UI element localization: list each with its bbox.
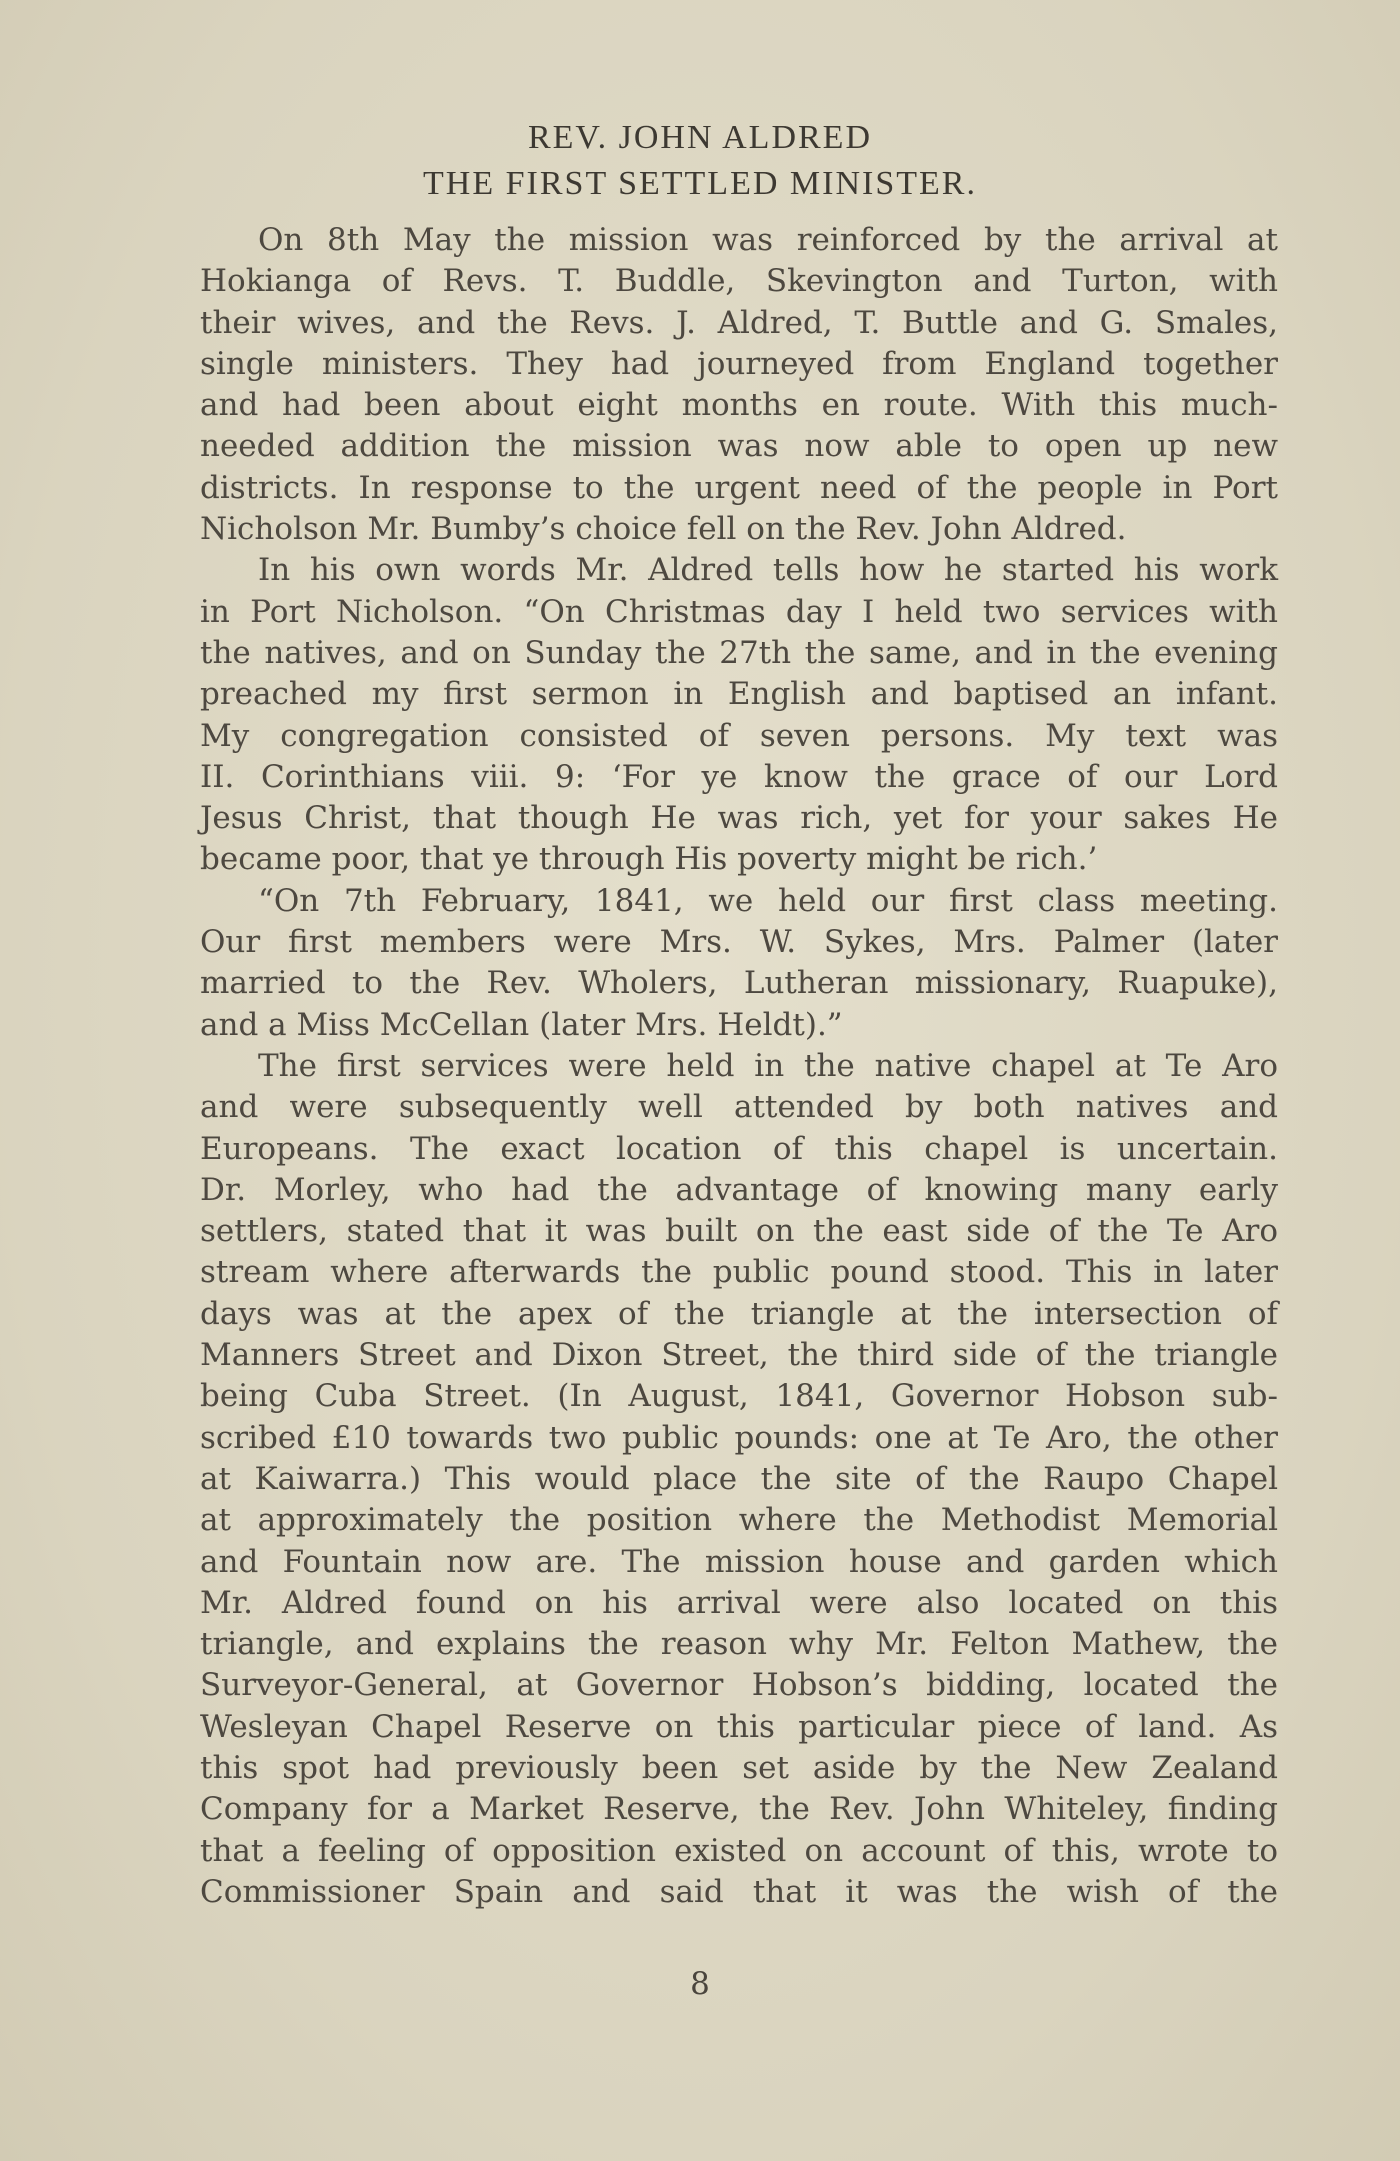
- text-line: this spot had previously been set aside by the New Zealand: [200, 1749, 1278, 1786]
- page-title: REV. JOHN ALDRED: [527, 119, 872, 156]
- text-line: became poor, that ye through His poverty might be rich.’: [200, 841, 1098, 878]
- text-line: districts. In response to the urgent need of the people in Port: [200, 469, 1278, 506]
- paragraph-1: [200, 220, 1278, 550]
- text-line: Jesus Christ, that though He was rich, yet for your sakes He: [200, 800, 1278, 837]
- paragraph-3: [200, 881, 1278, 1046]
- text-line: stream where afterwards the public pound stood. This in later: [200, 1254, 1278, 1291]
- text-line: Company for a Market Reserve, the Rev. John Whiteley, finding: [200, 1791, 1278, 1828]
- text-line: and had been about eight months en route. With this much-: [200, 387, 1278, 424]
- text-line: My congregation consisted of seven persons. My text was: [200, 717, 1278, 754]
- text-line: II. Corinthians viii. 9: ‘For ye know the grace of our Lord: [200, 758, 1278, 795]
- text-line: Nicholson Mr. Bumby’s choice fell on the Rev. John Aldred.: [200, 511, 1127, 548]
- page-number: 8: [690, 1966, 710, 2002]
- text-line: Commissioner Spain and said that it was the wish of the: [200, 1873, 1278, 1910]
- text-line: “On 7th February, 1841, we held our first class meeting.: [258, 882, 1278, 919]
- text-line: at Kaiwarra.) This would place the site of the Raupo Chapel: [200, 1460, 1278, 1497]
- paragraph-2: [200, 550, 1278, 880]
- text-line: married to the Rev. Wholers, Lutheran missionary, Ruapuke),: [200, 965, 1278, 1002]
- text-line: being Cuba Street. (In August, 1841, Governor Hobson sub-: [200, 1378, 1278, 1415]
- text-line: needed addition the mission was now able to open up new: [200, 428, 1278, 465]
- text-line: preached my first sermon in English and baptised an infant.: [200, 676, 1278, 713]
- text-line: Wesleyan Chapel Reserve on this particular piece of land. As: [200, 1708, 1278, 1745]
- paragraph-4: [200, 1046, 1278, 1913]
- text-line: in Port Nicholson. “On Christmas day I held two services with: [200, 593, 1278, 630]
- text-line: and a Miss McCellan (later Mrs. Heldt).”: [200, 1006, 843, 1043]
- text-line: single ministers. They had journeyed from England together: [200, 345, 1278, 382]
- text-line: Mr. Aldred found on his arrival were also located on this: [200, 1584, 1278, 1621]
- text-line: that a feeling of opposition existed on account of this, wrote to: [200, 1832, 1278, 1869]
- text-line: In his own words Mr. Aldred tells how he started his work: [258, 552, 1278, 589]
- text-line: settlers, stated that it was built on the east side of the Te Aro: [200, 1213, 1278, 1250]
- text-line: days was at the apex of the triangle at the intersection of: [200, 1295, 1278, 1332]
- text-line: and Fountain now are. The mission house and garden which: [200, 1543, 1278, 1580]
- text-line: and were subsequently well attended by both natives and: [200, 1089, 1278, 1126]
- text-line: Dr. Morley, who had the advantage of knowing many early: [200, 1171, 1278, 1208]
- body-text: [200, 220, 1278, 1913]
- text-line: at approximately the position where the Methodist Memorial: [200, 1502, 1278, 1539]
- text-line: triangle, and explains the reason why Mr. Felton Mathew, the: [200, 1626, 1278, 1663]
- text-line: the natives, and on Sunday the 27th the same, and in the evening: [200, 634, 1278, 671]
- text-line: Surveyor-General, at Governor Hobson’s bidding, located the: [200, 1667, 1278, 1704]
- text-line: Europeans. The exact location of this chapel is uncertain.: [200, 1130, 1278, 1167]
- text-line: their wives, and the Revs. J. Aldred, T. Buttle and G. Smales,: [200, 304, 1278, 341]
- text-line: On 8th May the mission was reinforced by the arrival at: [258, 222, 1278, 258]
- text-line: Manners Street and Dixon Street, the third side of the triangle: [200, 1337, 1278, 1374]
- text-line: The first services were held in the native chapel at Te Aro: [258, 1047, 1278, 1084]
- text-line: Hokianga of Revs. T. Buddle, Skevington and Turton, with: [200, 263, 1278, 300]
- page-subtitle: THE FIRST SETTLED MINISTER.: [423, 165, 977, 202]
- text-line: scribed £10 towards two public pounds: one at Te Aro, the other: [200, 1419, 1278, 1456]
- text-line: Our first members were Mrs. W. Sykes, Mrs. Palmer (later: [200, 924, 1278, 961]
